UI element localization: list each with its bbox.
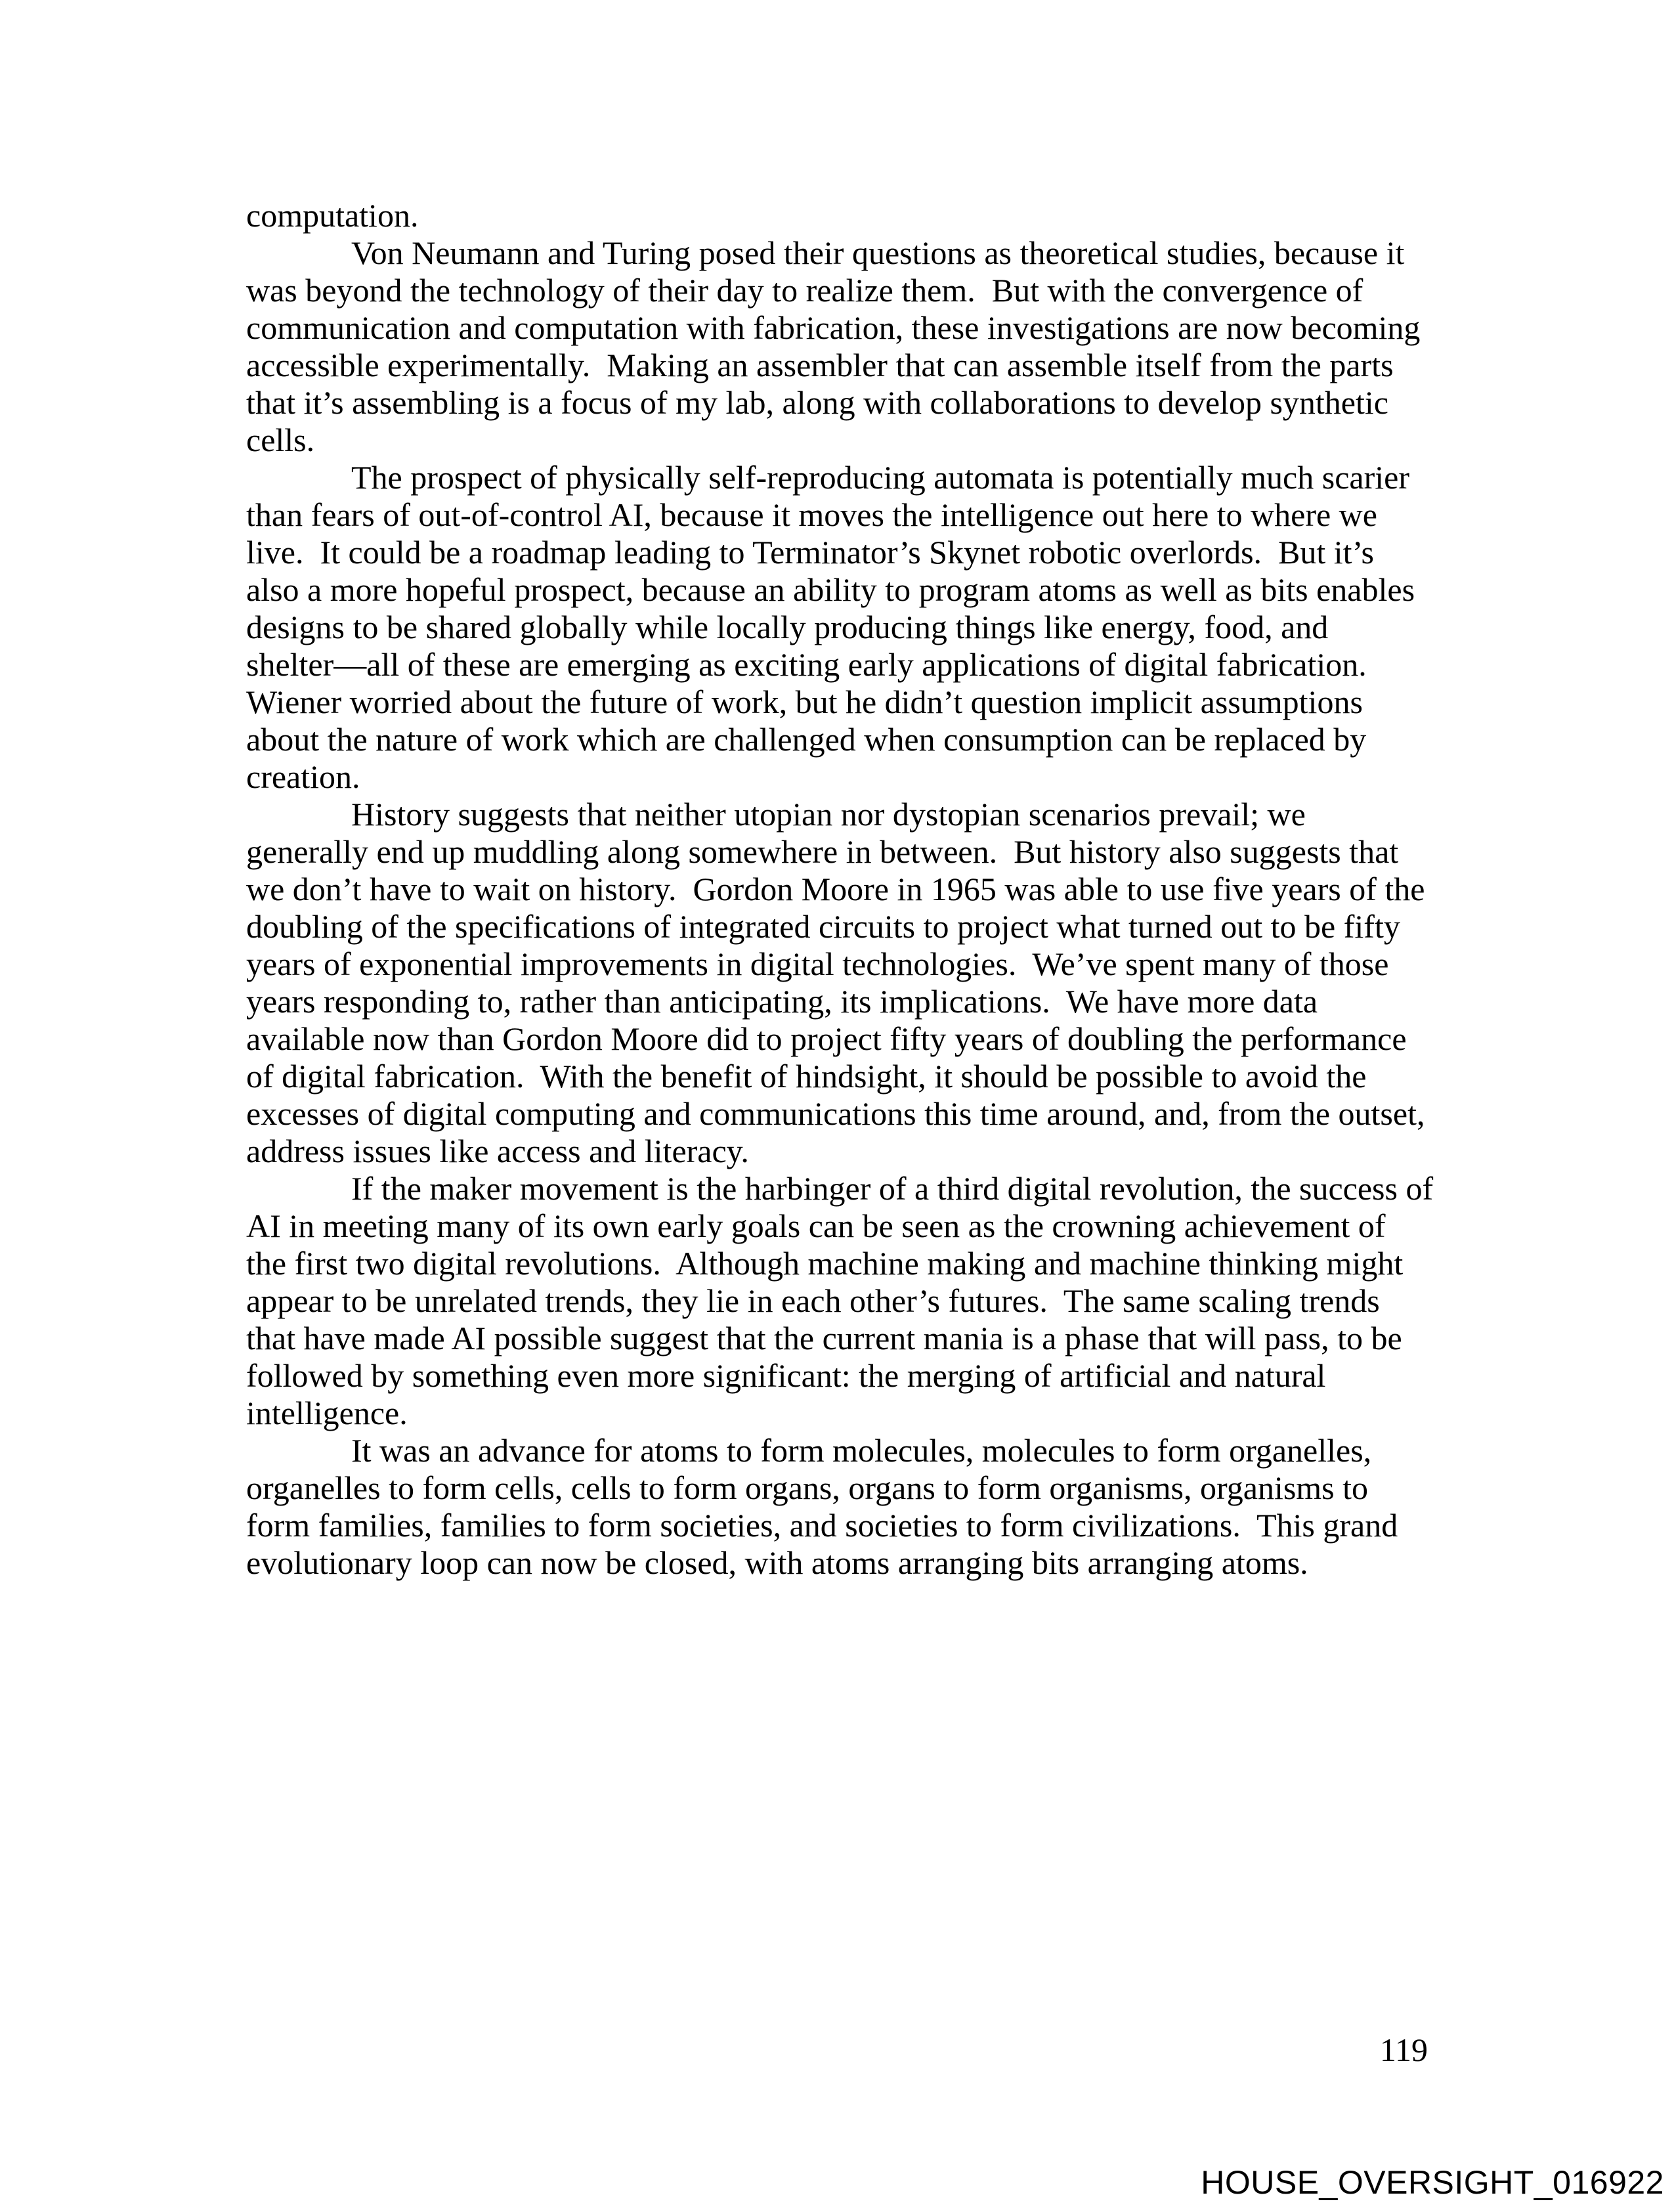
page-number: 119 [1379,2031,1428,2068]
text-line: about the nature of work which are challenged when consumption can be replaced by [246,721,1367,758]
text-line: followed by something even more significant: the merging of artificial and natural [246,1357,1326,1394]
text-line: form families, families to form societies, and societies to form civilizations. This grand [246,1507,1398,1544]
text-line: of digital fabrication. With the benefit of hindsight, it should be possible to avoid the [246,1058,1367,1095]
text-line: years of exponential improvements in digital technologies. We’ve spent many of those [246,945,1389,982]
text-line: than fears of out-of-control AI, because it moves the intelligence out here to where we [246,496,1377,533]
text-line: we don’t have to wait on history. Gordon Moore in 1965 was able to use five years of the [246,871,1425,907]
text-line: Wiener worried about the future of work, but he didn’t question implicit assumptions [246,683,1363,720]
text-line: cells. [246,422,315,458]
text-line: History suggests that neither utopian nor dystopian scenarios prevail; we [351,796,1306,833]
text-line: creation. [246,758,360,795]
text-line: available now than Gordon Moore did to project fifty years of doubling the performance [246,1020,1407,1057]
text-line: generally end up muddling along somewhere in between. But history also suggests that [246,833,1399,870]
text-line: If the maker movement is the harbinger of a third digital revolution, the success of [351,1170,1434,1207]
text-line: years responding to, rather than anticipating, its implications. We have more data [246,983,1318,1020]
text-line: organelles to form cells, cells to form organs, organs to form organisms, organisms to [246,1469,1369,1506]
bates-stamp: HOUSE_OVERSIGHT_016922 [1201,2164,1664,2201]
text-line: The prospect of physically self-reproducing automata is potentially much scarier [351,459,1409,496]
text-line: AI in meeting many of its own early goals can be seen as the crowning achievement of [246,1207,1386,1244]
text-line: excesses of digital computing and communications this time around, and, from the outset, [246,1095,1425,1132]
text-line: evolutionary loop can now be closed, with atoms arranging bits arranging atoms. [246,1544,1308,1581]
text-line: intelligence. [246,1395,408,1431]
text-line: accessible experimentally. Making an assembler that can assemble itself from the parts [246,347,1394,383]
text-line: designs to be shared globally while locally producing things like energy, food, and [246,609,1329,645]
text-line: appear to be unrelated trends, they lie in each other’s futures. The same scaling trends [246,1282,1380,1319]
text-line: the first two digital revolutions. Although machine making and machine thinking might [246,1245,1404,1282]
text-line: Von Neumann and Turing posed their questions as theoretical studies, because it [351,234,1405,271]
document-text [246,197,1442,1582]
text-line: that have made AI possible suggest that the current mania is a phase that will pass, to be [246,1320,1402,1356]
text-line: doubling of the specifications of integrated circuits to project what turned out to be fifty [246,908,1400,945]
text-line: communication and computation with fabrication, these investigations are now becoming [246,309,1421,346]
text-line: shelter—all of these are emerging as exciting early applications of digital fabrication. [246,646,1367,683]
text-line: address issues like access and literacy. [246,1133,749,1169]
text-line: that it’s assembling is a focus of my lab, along with collaborations to develop synthetic [246,384,1388,421]
text-line: computation. [246,197,419,234]
text-line: was beyond the technology of their day to realize them. But with the convergence of [246,272,1363,309]
text-line: also a more hopeful prospect, because an ability to program atoms as well as bits enables [246,571,1415,608]
text-line: live. It could be a roadmap leading to Terminator’s Skynet robotic overlords. But it’s [246,534,1374,571]
text-line: It was an advance for atoms to form molecules, molecules to form organelles, [351,1432,1372,1469]
